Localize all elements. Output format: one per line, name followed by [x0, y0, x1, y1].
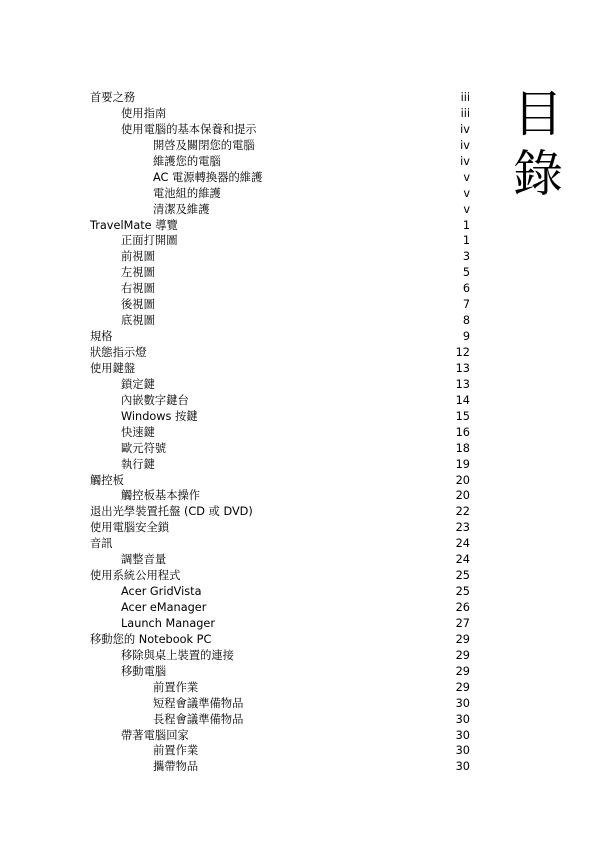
toc-entry-title: 後視圖 — [121, 298, 155, 312]
toc-entry[interactable] — [90, 281, 470, 297]
toc-entry-page: iii — [460, 91, 470, 104]
toc-entry-title: 內嵌數字鍵台 — [121, 393, 189, 407]
toc-entry-page: 24 — [455, 553, 470, 567]
toc-entry-page: 29 — [455, 680, 470, 694]
toc-entry[interactable] — [90, 297, 470, 313]
toc-entry-page: 20 — [455, 489, 470, 503]
toc-entry-page: 27 — [455, 616, 470, 630]
toc-entry-page: 25 — [455, 585, 470, 599]
toc-entry-page: iv — [460, 154, 470, 168]
toc-entry-title: 使用指南 — [121, 106, 167, 120]
toc-entry-title: 規格 — [90, 330, 113, 344]
toc-entry-title: 使用系統公用程式 — [90, 569, 181, 583]
toc-entry[interactable] — [90, 664, 470, 680]
toc-entry-page: 29 — [455, 664, 470, 678]
toc-entry-page: iv — [460, 138, 470, 152]
toc-entry-title: 調整音量 — [121, 553, 167, 567]
toc-entry-page: 18 — [455, 441, 470, 455]
toc-entry-title: 短程會議準備物品 — [153, 696, 244, 710]
toc-entry[interactable] — [90, 186, 470, 202]
toc-entry-title: 鎖定鍵 — [121, 377, 155, 391]
toc-entry-page: 26 — [455, 601, 470, 614]
toc-entry-page: 9 — [462, 330, 470, 344]
toc-entry[interactable] — [90, 536, 470, 552]
toc-entry-page: 3 — [462, 250, 470, 264]
toc-entry-page: 30 — [455, 728, 470, 742]
toc-entry[interactable] — [90, 154, 470, 170]
toc-entry-title: 電池組的維護 — [153, 186, 221, 200]
section-title-char: 目 — [513, 85, 563, 143]
toc-entry-title: AC 電源轉換器的維護 — [153, 170, 263, 184]
toc-entry-title: Windows 按鍵 — [121, 409, 198, 423]
toc-entry[interactable] — [90, 425, 470, 441]
toc-entry-page: 16 — [455, 425, 470, 439]
toc-entry-title: 使用電腦的基本保養和提示 — [121, 122, 257, 136]
toc-entry-page: 13 — [455, 361, 470, 375]
toc-entry-page: 1 — [462, 234, 470, 248]
toc-entry[interactable] — [90, 728, 470, 744]
toc-entry-page: 29 — [455, 648, 470, 662]
toc-entry[interactable] — [90, 122, 470, 138]
toc-entry[interactable] — [90, 329, 470, 345]
toc-entry[interactable] — [90, 377, 470, 393]
toc-entry[interactable] — [90, 680, 470, 696]
section-title-char: 錄 — [513, 145, 563, 203]
toc-entry[interactable] — [90, 473, 470, 489]
toc-entry-title: 正面打開圖 — [121, 234, 178, 248]
toc-entry[interactable] — [90, 345, 470, 361]
toc-entry-title: Acer eManager — [121, 601, 207, 614]
toc-entry[interactable] — [90, 648, 470, 664]
toc-entry-title: 移除與桌上裝置的連接 — [121, 648, 234, 662]
toc-entry-title: 維護您的電腦 — [153, 154, 221, 168]
toc-entry-page: 25 — [455, 569, 470, 583]
toc-entry-title: 清潔及維護 — [153, 202, 210, 216]
toc-entry[interactable] — [90, 138, 470, 154]
toc-entry[interactable] — [90, 393, 470, 409]
toc-entry[interactable] — [90, 170, 470, 186]
toc-entry[interactable] — [90, 616, 470, 632]
toc-entry-title: 右視圖 — [121, 282, 155, 296]
toc-entry[interactable] — [90, 313, 470, 329]
toc-entry-page: 19 — [455, 457, 470, 471]
toc-entry[interactable] — [90, 759, 470, 775]
toc-entry[interactable] — [90, 712, 470, 728]
toc-entry[interactable] — [90, 584, 470, 600]
toc-entry-title: 快速鍵 — [121, 425, 155, 439]
toc-entry[interactable] — [90, 696, 470, 712]
toc-entry[interactable] — [90, 249, 470, 265]
toc-entry-title: 觸控板 — [90, 473, 124, 487]
toc-entry-title: 前視圖 — [121, 250, 155, 264]
toc-entry-page: 22 — [455, 505, 470, 519]
toc-entry[interactable] — [90, 520, 470, 536]
toc-entry-page: 30 — [455, 696, 470, 710]
toc-entry[interactable] — [90, 90, 470, 106]
toc-entry-title: 長程會議準備物品 — [153, 712, 244, 726]
toc-entry-page: 14 — [455, 393, 470, 407]
toc-entry-page: 6 — [462, 282, 470, 296]
toc-entry-title: 攜帶物品 — [153, 760, 199, 774]
toc-entry-page: v — [463, 202, 470, 216]
toc-entry-title: 前置作業 — [153, 680, 199, 694]
toc-entry-title: 狀態指示燈 — [90, 346, 147, 359]
toc-entry-page: iii — [460, 106, 470, 120]
toc-entry-title: 開啓及關閉您的電腦 — [153, 138, 255, 152]
toc-entry-page: 7 — [462, 298, 470, 312]
toc-entry-page: 5 — [462, 266, 470, 280]
toc-entry[interactable] — [90, 743, 470, 759]
toc-entry-page: v — [463, 186, 470, 200]
toc-entry-title: 觸控板基本操作 — [121, 489, 201, 503]
toc-entry[interactable] — [90, 361, 470, 377]
toc-entry[interactable] — [90, 632, 470, 648]
toc-entry-title: 首要之務 — [90, 91, 136, 104]
toc-entry-page: 1 — [462, 218, 470, 232]
toc-entry[interactable] — [90, 457, 470, 473]
toc-entry-title: 前置作業 — [153, 744, 199, 758]
toc-entry[interactable] — [90, 552, 470, 568]
toc-entry[interactable] — [90, 409, 470, 425]
toc-entry-page: 8 — [462, 314, 470, 328]
toc-entry[interactable] — [90, 218, 470, 234]
section-title — [510, 84, 566, 204]
toc-entry[interactable] — [90, 504, 470, 520]
toc-entry-title: TravelMate 導覽 — [90, 218, 178, 232]
toc-entry[interactable] — [90, 568, 470, 584]
toc-entry-page: 13 — [455, 377, 470, 391]
toc-entry[interactable] — [90, 233, 470, 249]
toc-entry-title: 左視圖 — [121, 266, 155, 280]
toc-entry-title: Launch Manager — [121, 616, 216, 630]
toc-entry-page: 30 — [455, 712, 470, 726]
toc-entry-title: 底視圖 — [121, 314, 155, 328]
toc-entry-title: 移動電腦 — [121, 664, 167, 678]
toc-entry-page: 29 — [455, 632, 470, 646]
toc-entry[interactable] — [90, 488, 470, 504]
toc-entry-page: 30 — [455, 744, 470, 758]
toc-entry-page: 15 — [455, 409, 470, 423]
toc-entry-page: 12 — [455, 346, 470, 359]
toc-entry-title: 退出光學裝置托盤 (CD 或 DVD) — [90, 505, 253, 519]
toc-entry-page: v — [463, 170, 470, 184]
toc-entry[interactable] — [90, 441, 470, 457]
toc-entry[interactable] — [90, 600, 470, 616]
toc-entry-page: 30 — [455, 760, 470, 774]
toc-entry-title: 執行鍵 — [121, 457, 155, 471]
toc-entry[interactable] — [90, 265, 470, 281]
toc-entry-title: 帶著電腦回家 — [121, 728, 189, 742]
toc-entry-title: 音訊 — [90, 537, 113, 551]
toc-entry-title: 歐元符號 — [121, 441, 167, 455]
toc-entry-page: 20 — [455, 473, 470, 487]
toc-entry-title: Acer GridVista — [121, 585, 202, 599]
toc-entry-title: 使用電腦安全鎖 — [90, 521, 170, 535]
table-of-contents — [90, 90, 470, 775]
toc-entry[interactable] — [90, 202, 470, 218]
toc-entry[interactable] — [90, 106, 470, 122]
toc-entry-title: 移動您的 Notebook PC — [90, 632, 212, 646]
toc-entry-title: 使用鍵盤 — [90, 361, 136, 375]
toc-entry-page: 23 — [455, 521, 470, 535]
toc-entry-page: iv — [460, 122, 470, 136]
toc-entry-page: 24 — [455, 537, 470, 551]
